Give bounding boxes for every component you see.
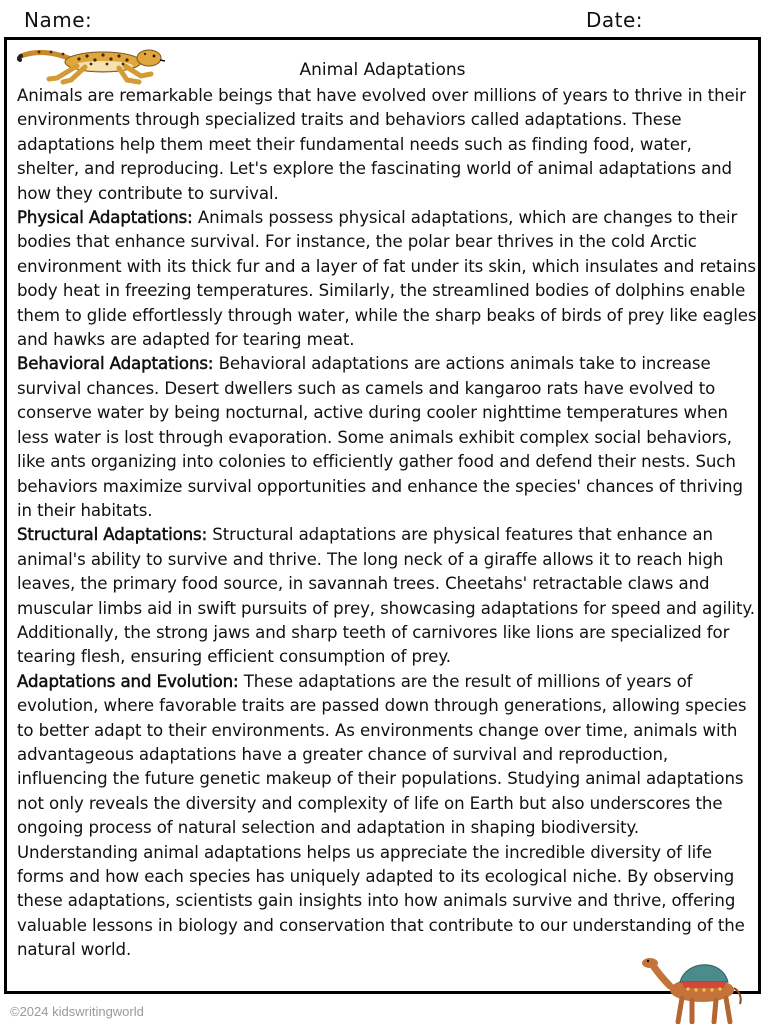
section-text: Animals possess physical adaptations, which are changes to their bodies that enhance survival. For instance, the polar bear thrives in the cold Arctic environment with its thick fur and a layer of fat under its skin, which insulates and retains body heat in freezing temperatures. Similarly, the streamlined bodies of dolphins enable them to glide effortlessly through water, while the sharp beaks of birds of prey like eagles and hawks are adapted for tearing meat. [17,208,757,350]
conclusion-paragraph: Understanding animal adaptations helps us appreciate the incredible diversity of life forms and how each species has uniquely adapted to its ecological niche. By observing these adaptations, scientists gain insights into how animals survive and thrive, offering valuable lessons in biology and conservation that contribute to our understanding of the natural world. [17,842,745,960]
section-text: These adaptations are the result of millions of years of evolution, where favorable traits are passed down through generations, allowing species to better adapt to their environments. As environments change over time, animals with advantageous adaptations have a greater chance of survival and reproduction, influencing the future genetic makeup of their populations. Studying animal adaptations not only reveals the diversity and complexity of life on Earth but also underscores the ongoing process of natural selection and adaptation in shaping biodiversity. [17,671,747,838]
section-heading: Behavioral Adaptations: [17,354,214,374]
section-text: Behavioral adaptations are actions animals take to increase survival chances. Desert dwellers such as camels and kangaroo rats have evolved to conserve water by being nocturnal, active during cooler nighttime temperatures when less water is lost through evaporation. Some animals exhibit complex social behaviors, like ants organizing into colonies to efficiently gather food and defend their nests. Such behaviors maximize survival opportunities and enhance the species' chances of thriving in their habitats. [17,354,743,520]
section-structural [17,523,757,669]
section-behavioral [17,352,757,523]
name-label: Name: [24,8,93,32]
section-heading: Physical Adaptations: [17,208,193,228]
worksheet-frame [4,37,761,994]
date-label: Date: [586,8,644,32]
intro-paragraph: Animals are remarkable beings that have evolved over millions of years to thrive in their environments through specialized traits and behaviors called adaptations. These adaptations help them meet their fundamental needs such as finding food, water, shelter, and reproducing. Let's explore the fascinating world of animal adaptations and how they contribute to survival. [17,86,746,203]
section-heading: Adaptations and Evolution: [17,671,239,691]
worksheet-title: Animal Adaptations [299,60,466,80]
section-physical [17,206,757,352]
section-heading: Structural Adaptations: [17,525,208,545]
camel-illustration [640,952,756,1024]
worksheet-header [0,8,768,36]
worksheet-body [17,84,757,963]
copyright-footer: ©2024 kidswritingworld [10,1004,144,1019]
section-text: Structural adaptations are physical features that enhance an animal's ability to survive and thrive. The long neck of a giraffe allows it to reach high leaves, the primary food source, in savannah trees. Cheetahs' retractable claws and muscular limbs aid in swift pursuits of prey, showcasing adaptations for speed and agility. Additionally, the strong jaws and sharp teeth of carnivores like lions are specialized for tearing flesh, ensuring efficient consumption of prey. [17,525,755,667]
section-evolution [17,670,757,841]
